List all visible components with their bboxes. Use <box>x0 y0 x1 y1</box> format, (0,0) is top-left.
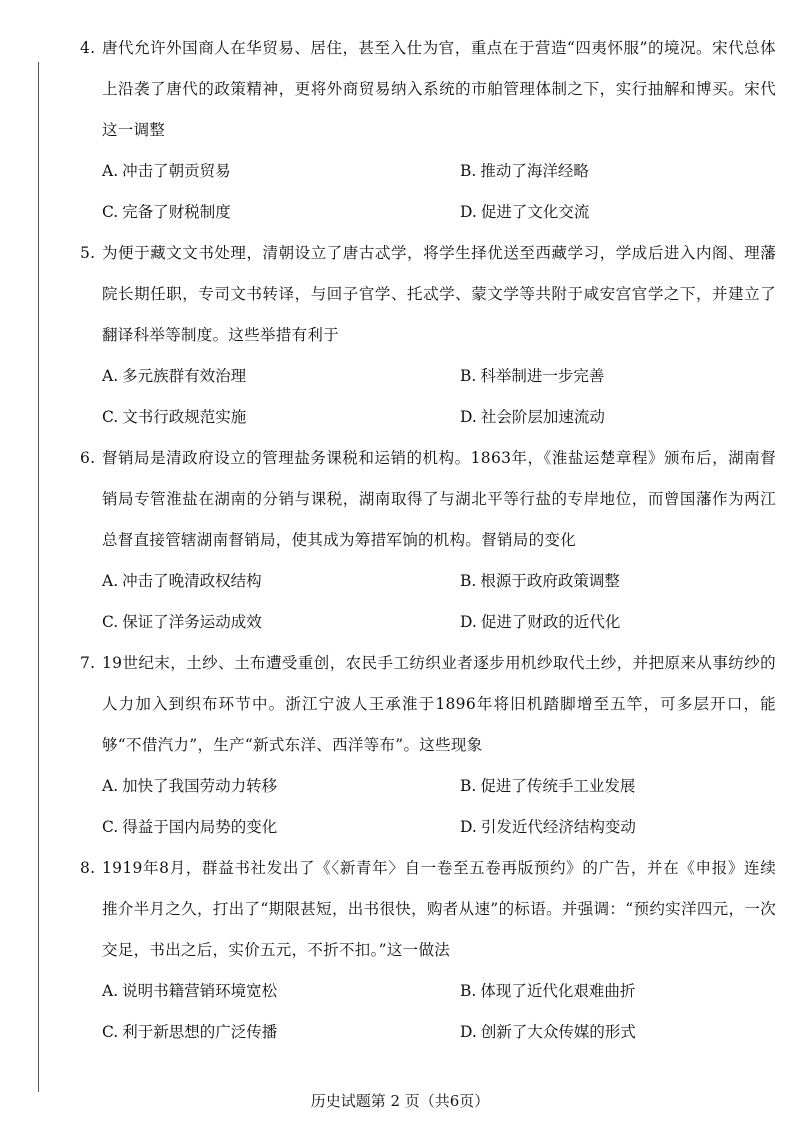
question-number: 7. <box>80 654 96 672</box>
question-text: 1919年8月，群益书社发出了《〈新青年〉自一卷至五卷再版预约》的广告，并在《申报》连续推介半月之久，打出了“期限甚短，出书很快，购者从速”的标语。并强调：“预约实洋四元，一次交足，书出之后，实价五元，不折不扣。”这一做法 <box>102 859 776 959</box>
option-c: C. 保证了洋务运动成效 <box>102 613 262 631</box>
exam-page <box>80 28 776 1053</box>
question-text: 督销局是清政府设立的管理盐务课税和运销的机构。1863年，《淮盐运楚章程》颁布后，湖南督销局专管淮盐在湖南的分销与课税，湖南取得了与湖北平等行盐的专岸地位，而曾国藩作为两江总督直接管辖湖南督销局，使其成为筹措军饷的机构。督销局的变化 <box>102 449 776 549</box>
options <box>80 971 776 1053</box>
question-6 <box>80 438 776 643</box>
margin-line <box>38 62 39 1092</box>
option-a: A. 冲击了朝贡贸易 <box>102 162 231 180</box>
option-c: C. 得益于国内局势的变化 <box>102 818 278 836</box>
options <box>80 561 776 643</box>
question-number: 6. <box>80 449 96 467</box>
option-d: D. 社会阶层加速流动 <box>460 408 605 426</box>
option-c: C. 文书行政规范实施 <box>102 408 247 426</box>
option-d: D. 创新了大众传媒的形式 <box>460 1023 636 1041</box>
question-number: 4. <box>80 39 96 57</box>
option-a: A. 加快了我国劳动力转移 <box>102 777 278 795</box>
question-stem <box>80 28 776 151</box>
option-d: D. 促进了文化交流 <box>460 203 590 221</box>
question-8 <box>80 848 776 1053</box>
question-5 <box>80 233 776 438</box>
option-d: D. 促进了财政的近代化 <box>460 613 621 631</box>
question-stem <box>80 233 776 356</box>
question-7 <box>80 643 776 848</box>
question-stem <box>80 438 776 561</box>
option-c: C. 利于新思想的广泛传播 <box>102 1023 278 1041</box>
option-b: B. 推动了海洋经略 <box>460 162 589 180</box>
options <box>80 151 776 233</box>
option-c: C. 完备了财税制度 <box>102 203 231 221</box>
question-4 <box>80 28 776 233</box>
option-a: A. 说明书籍营销环境宽松 <box>102 982 278 1000</box>
page-footer: 历史试题第 2 页（共6页） <box>310 1092 490 1110</box>
option-b: B. 体现了近代化艰难曲折 <box>460 982 636 1000</box>
options <box>80 766 776 848</box>
option-b: B. 科举制进一步完善 <box>460 367 605 385</box>
option-b: B. 根源于政府政策调整 <box>460 572 620 590</box>
question-stem <box>80 848 776 971</box>
option-a: A. 冲击了晚清政权结构 <box>102 572 262 590</box>
option-a: A. 多元族群有效治理 <box>102 367 247 385</box>
question-text: 唐代允许外国商人在华贸易、居住，甚至入仕为官，重点在于营造“四夷怀服”的境况。宋代总体上沿袭了唐代的政策精神，更将外商贸易纳入系统的市舶管理体制之下，实行抽解和博买。宋代这一调整 <box>102 39 776 139</box>
option-d: D. 引发近代经济结构变动 <box>460 818 636 836</box>
option-b: B. 促进了传统手工业发展 <box>460 777 636 795</box>
question-text: 为便于藏文文书处理，清朝设立了唐古忒学，将学生择优送至西藏学习，学成后进入内阁、理藩院长期任职，专司文书转译，与回子官学、托忒学、蒙文学等共附于咸安宫官学之下，并建立了翻译科举等制度。这些举措有利于 <box>102 244 776 344</box>
question-stem <box>80 643 776 766</box>
question-number: 5. <box>80 244 96 262</box>
question-text: 19世纪末，土纱、土布遭受重创，农民手工纺织业者逐步用机纱取代土纱，并把原来从事纺纱的人力加入到织布环节中。浙江宁波人王承淮于1896年将旧机踏脚增至五竿，可多层开口，能够“不借汽力”，生产“新式东洋、西洋等布”。这些现象 <box>102 654 776 754</box>
options <box>80 356 776 438</box>
question-number: 8. <box>80 859 96 877</box>
